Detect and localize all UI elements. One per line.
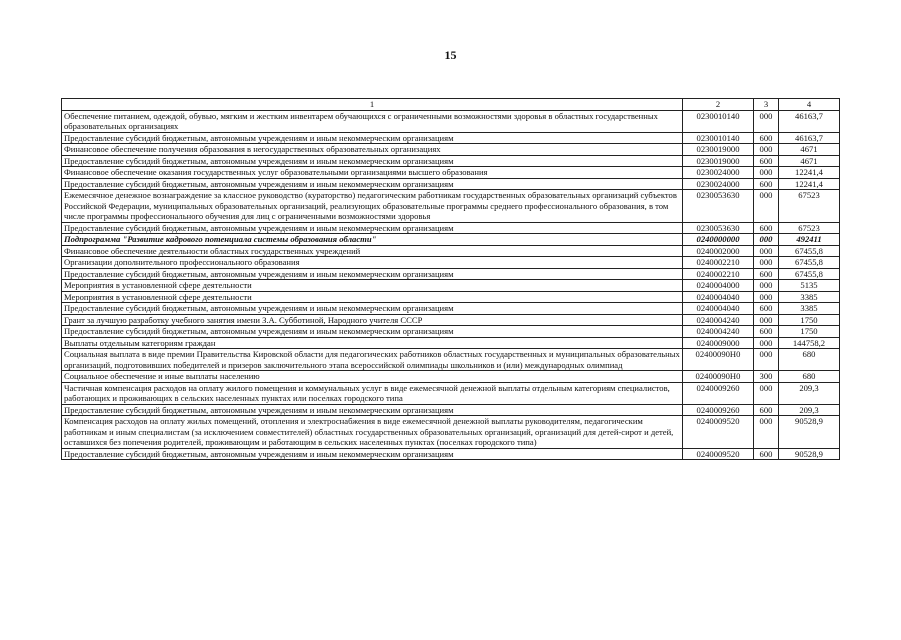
row-amount: 1750 xyxy=(779,314,840,326)
row-amount: 5135 xyxy=(779,280,840,292)
row-name: Предоставление субсидий бюджетным, автономным учреждениям и иным некоммерческим организациям xyxy=(62,178,683,190)
row-amount: 680 xyxy=(779,349,840,371)
row-amount: 680 xyxy=(779,371,840,383)
table-row xyxy=(62,326,840,338)
table-row xyxy=(62,416,840,449)
row-code: 0240000000 xyxy=(683,234,754,246)
row-name: Социальное обеспечение и иные выплаты населению xyxy=(62,371,683,383)
row-type: 600 xyxy=(754,155,779,167)
table-row xyxy=(62,314,840,326)
row-name: Предоставление субсидий бюджетным, автономным учреждениям и иным некоммерческим организациям xyxy=(62,155,683,167)
row-code: 0240009260 xyxy=(683,404,754,416)
row-name: Финансовое обеспечение деятельности областных государственных учреждений xyxy=(62,245,683,257)
row-amount: 67455,8 xyxy=(779,268,840,280)
row-amount: 46163,7 xyxy=(779,132,840,144)
row-type: 000 xyxy=(754,234,779,246)
row-code: 0230019000 xyxy=(683,155,754,167)
row-amount: 4671 xyxy=(779,155,840,167)
row-name: Ежемесячное денежное вознаграждение за классное руководство (кураторство) педагогическим работникам государственных образовательных организаций субъектов Российской Федерации, муниципальных образовательных организаций, реализующих образовательные программы среднего профессионального образования, в том числе программы профессионального обучения для лиц с ограниченными возможностями здоровья xyxy=(62,190,683,223)
row-name: Предоставление субсидий бюджетным, автономным учреждениям и иным некоммерческим организациям xyxy=(62,268,683,280)
row-type: 600 xyxy=(754,303,779,315)
table-row xyxy=(62,268,840,280)
page-number: 15 xyxy=(444,48,457,62)
row-name: Грант за лучшую разработку учебного занятия имени З.А. Субботиной, Народного учителя СССР xyxy=(62,314,683,326)
row-name: Обеспечение питанием, одеждой, обувью, мягким и жестким инвентарем обучающихся с ограниченными возможностями здоровья в областных государственных образовательных организациях xyxy=(62,110,683,132)
row-type: 000 xyxy=(754,245,779,257)
row-amount: 3385 xyxy=(779,303,840,315)
row-type: 000 xyxy=(754,280,779,292)
row-code: 0230024000 xyxy=(683,178,754,190)
row-code: 0240004040 xyxy=(683,291,754,303)
table-row xyxy=(62,404,840,416)
row-code: 0240002000 xyxy=(683,245,754,257)
table-row xyxy=(62,155,840,167)
row-type: 000 xyxy=(754,291,779,303)
row-type: 600 xyxy=(754,448,779,460)
row-name: Социальная выплата в виде премии Правительства Кировской области для педагогических работников областных государственных и муниципальных образовательных организаций, подготовивших победителей и призеров заключительного этапа всероссийской олимпиады школьников и (или) международных олимпиад xyxy=(62,349,683,371)
row-name: Предоставление субсидий бюджетным, автономным учреждениям и иным некоммерческим организациям xyxy=(62,404,683,416)
row-code: 0240009260 xyxy=(683,382,754,404)
row-amount: 209,3 xyxy=(779,404,840,416)
row-amount: 3385 xyxy=(779,291,840,303)
row-type: 000 xyxy=(754,257,779,269)
row-type: 600 xyxy=(754,404,779,416)
table-row xyxy=(62,110,840,132)
header-col-4: 4 xyxy=(779,99,840,111)
row-name: Финансовое обеспечение оказания государственных услуг образовательными организациями высшего образования xyxy=(62,167,683,179)
row-amount: 67455,8 xyxy=(779,257,840,269)
table-row xyxy=(62,349,840,371)
table-row xyxy=(62,280,840,292)
row-amount: 492411 xyxy=(779,234,840,246)
table-row xyxy=(62,257,840,269)
table-row xyxy=(62,234,840,246)
row-name: Организации дополнительного профессионального образования xyxy=(62,257,683,269)
row-type: 000 xyxy=(754,144,779,156)
row-type: 600 xyxy=(754,326,779,338)
row-code: 0230019000 xyxy=(683,144,754,156)
row-amount: 1750 xyxy=(779,326,840,338)
header-col-2: 2 xyxy=(683,99,754,111)
header-col-3: 3 xyxy=(754,99,779,111)
row-code: 0240004040 xyxy=(683,303,754,315)
row-code: 0240002210 xyxy=(683,268,754,280)
table-row xyxy=(62,245,840,257)
row-amount: 67455,8 xyxy=(779,245,840,257)
row-amount: 12241,4 xyxy=(779,178,840,190)
table-row xyxy=(62,144,840,156)
row-type: 000 xyxy=(754,190,779,223)
row-amount: 144758,2 xyxy=(779,337,840,349)
row-type: 600 xyxy=(754,222,779,234)
row-type: 000 xyxy=(754,167,779,179)
table-row xyxy=(62,291,840,303)
table-header-row xyxy=(62,99,840,111)
row-type: 000 xyxy=(754,337,779,349)
table-row xyxy=(62,178,840,190)
table-row xyxy=(62,167,840,179)
row-type: 000 xyxy=(754,416,779,449)
row-name: Компенсация расходов на оплату жилых помещений, отопления и электроснабжения в виде ежемесячной денежной выплаты руководителям, педагогическим работникам и иным специалистам (за исключением совместителей) областных государственных образовательных организаций, организаций для детей-сирот и детей, оставшихся без попечения родителей, проживающим и работающим в сельских населенных пунктах (поселках городского типа) xyxy=(62,416,683,449)
row-name: Выплаты отдельным категориям граждан xyxy=(62,337,683,349)
row-code: 0240002210 xyxy=(683,257,754,269)
row-code: 0240009520 xyxy=(683,416,754,449)
row-name: Мероприятия в установленной сфере деятельности xyxy=(62,280,683,292)
row-code: 02400090Н0 xyxy=(683,371,754,383)
row-name: Предоставление субсидий бюджетным, автономным учреждениям и иным некоммерческим организациям xyxy=(62,222,683,234)
row-code: 0240009520 xyxy=(683,448,754,460)
row-type: 000 xyxy=(754,314,779,326)
row-amount: 90528,9 xyxy=(779,416,840,449)
row-name: Мероприятия в установленной сфере деятельности xyxy=(62,291,683,303)
row-code: 02400090Н0 xyxy=(683,349,754,371)
table-row xyxy=(62,337,840,349)
header-col-1: 1 xyxy=(62,99,683,111)
row-type: 000 xyxy=(754,382,779,404)
row-code: 0230010140 xyxy=(683,132,754,144)
row-amount: 90528,9 xyxy=(779,448,840,460)
row-type: 000 xyxy=(754,110,779,132)
row-amount: 4671 xyxy=(779,144,840,156)
row-code: 0230053630 xyxy=(683,190,754,223)
table-row xyxy=(62,303,840,315)
table-row xyxy=(62,190,840,223)
budget-table-body xyxy=(62,99,840,460)
row-amount: 67523 xyxy=(779,222,840,234)
row-code: 0230010140 xyxy=(683,110,754,132)
table-row xyxy=(62,382,840,404)
row-type: 600 xyxy=(754,268,779,280)
table-row xyxy=(62,448,840,460)
row-amount: 46163,7 xyxy=(779,110,840,132)
table-row xyxy=(62,132,840,144)
row-name: Подпрограмма "Развитие кадрового потенциала системы образования области" xyxy=(62,234,683,246)
row-code: 0240004000 xyxy=(683,280,754,292)
row-amount: 67523 xyxy=(779,190,840,223)
row-name: Финансовое обеспечение получения образования в негосударственных образовательных организациях xyxy=(62,144,683,156)
row-amount: 209,3 xyxy=(779,382,840,404)
row-code: 0230024000 xyxy=(683,167,754,179)
row-code: 0240004240 xyxy=(683,326,754,338)
row-name: Предоставление субсидий бюджетным, автономным учреждениям и иным некоммерческим организациям xyxy=(62,132,683,144)
row-name: Предоставление субсидий бюджетным, автономным учреждениям и иным некоммерческим организациям xyxy=(62,303,683,315)
row-code: 0240009000 xyxy=(683,337,754,349)
row-type: 600 xyxy=(754,132,779,144)
row-amount: 12241,4 xyxy=(779,167,840,179)
table-row xyxy=(62,222,840,234)
row-code: 0240004240 xyxy=(683,314,754,326)
table-row xyxy=(62,371,840,383)
row-name: Предоставление субсидий бюджетным, автономным учреждениям и иным некоммерческим организациям xyxy=(62,326,683,338)
budget-table xyxy=(61,98,840,460)
row-name: Частичная компенсация расходов на оплату жилого помещения и коммунальных услуг в виде ежемесячной денежной выплаты отдельным категориям специалистов, работающих и проживающих в сельских населенных пунктах или поселках городского типа xyxy=(62,382,683,404)
row-type: 600 xyxy=(754,178,779,190)
row-type: 000 xyxy=(754,349,779,371)
row-code: 0230053630 xyxy=(683,222,754,234)
row-type: 300 xyxy=(754,371,779,383)
row-name: Предоставление субсидий бюджетным, автономным учреждениям и иным некоммерческим организациям xyxy=(62,448,683,460)
